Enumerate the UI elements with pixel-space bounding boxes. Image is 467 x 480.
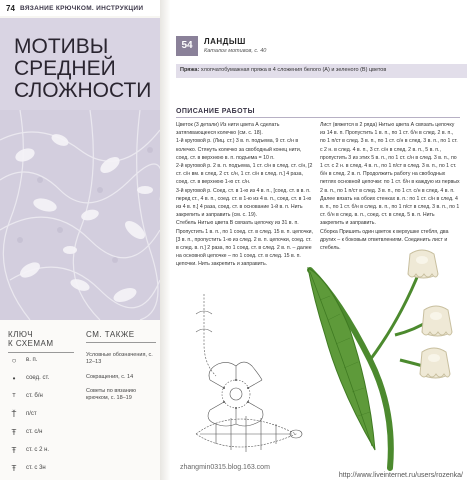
yarn-description: хлопчатобумажная пряжа в 4 сложения белого (А) и зеленого (В) цветов: [200, 67, 387, 73]
legend-title-line: КЛЮЧ: [8, 330, 34, 339]
instruction-paragraph: 2-й круговой р. 2 в. п. подъема, 1 ст. с/н в след. ст. с/н, [2 ст. с/н вм. в след. 2 ст. с/н, 1 ст. с/н в след. п.] 4 раза, соед. ст. в верхнюю 1-ю ст. с/н.: [176, 163, 313, 186]
pattern-header: [176, 36, 467, 62]
legend-title-line: К СХЕМАМ: [8, 339, 54, 348]
instruction-paragraph: Лист (вяжется в 2 ряда) Нитью цвета А связать цепочку из 14 в. п. Пропустить 1 в. п., по 1 ст. б/н в след. 2 в. п., по 1 п/ст в след. 3 в. п., по 1 ст. с/н в след. 3 в. п., по 1 ст. с 2 н. в след. 4 в. п., 3 ст. с/н в след. 2 в. п., 5 в. п., пропустить 3 из этих 5 в. п., по 1 ст. с/н в след. 3 в. п., по 1 ст. с 2 н. в след. 4 в. п., по 1 п/ст в след. 3 в. п., по 1 ст. б/н в след. 2 в. п. Продолжить работу на свободных петлях основной цепочки: по 1 ст. б/н в каждую из первых 2 в. п., по 1 п/ст в след. 3 в. п., по 1 ст. с/н в след. 4 в. п. Далее вязать на обоих стенках в. п.: по 1 ст. с/н в след. 4 в. п., по 1 ст. б/н в след. в. п., по 1 п/ст в след. 3 в. п., по 1 ст. б/н в след. в. п., соед. ст. в след. 5 в. п. Нить закрепить и заправить.: [320, 122, 460, 227]
description-right-column: [320, 121, 460, 252]
see-also-item: Условные обозначения, с. 12–13: [86, 352, 153, 365]
legend-label: ст. б/н: [26, 393, 43, 399]
see-also-item: Сокращения, с. 14: [86, 374, 134, 380]
half-double-symbol-icon: Ť: [11, 410, 17, 419]
section-title-line: СЛОЖНОСТИ: [14, 79, 152, 102]
instruction-paragraph: Сборка Пришить один цветок к верхушке стебля, два других – к боковым ответвлениям. Соединить лист и стебель.: [320, 228, 449, 252]
legend-label: ст. с 3н: [26, 465, 46, 471]
yarn-label: Пряжа:: [180, 67, 200, 73]
see-also-title: СМ. ТАКЖЕ: [86, 330, 135, 339]
legend-panel: [0, 320, 160, 480]
legend-item: [6, 428, 76, 440]
section-title: [14, 36, 151, 102]
legend-item: [6, 410, 76, 422]
description-left-column: [176, 121, 314, 269]
see-also-divider: [86, 342, 156, 343]
chain-symbol-icon: ○: [11, 356, 17, 365]
legend-label: ст. с/н: [26, 429, 43, 435]
instruction-paragraph: 1-й круговой р. (Лиц. ст.) 3 в. п. подъема, 9 ст. с/н в колечко. Стянуть колечко за свободный конец нити, соед. ст. в верхнюю в. п. подъема = 10 п.: [176, 138, 302, 161]
url-watermark: http://www.liveinternet.ru/users/rozenka/: [338, 472, 463, 479]
double-crochet-symbol-icon: Ŧ: [11, 428, 17, 437]
lily-of-the-valley-photo: [300, 240, 467, 472]
section-title-line: МОТИВЫ: [14, 35, 109, 58]
book-gutter: [160, 0, 170, 480]
legend-divider: [8, 352, 74, 353]
section-title-line: СРЕДНЕЙ: [14, 57, 116, 80]
instruction-paragraph: Цветок (3 детали) Из нити цвета А сделать затягивающееся колечко (см. с. 18).: [176, 122, 280, 137]
legend-label: соед. ст.: [26, 375, 50, 381]
page-header: [0, 0, 160, 16]
left-page: [0, 0, 160, 480]
description-title: ОПИСАНИЕ РАБОТЫ: [176, 108, 255, 115]
legend-item: [6, 374, 76, 386]
blog-watermark: zhangmin0315.blog.163.com: [180, 464, 270, 471]
lace-photo: [0, 110, 160, 320]
pattern-name: ЛАНДЫШ: [204, 37, 246, 46]
slip-stitch-symbol-icon: •: [12, 374, 16, 383]
legend-item: [6, 392, 76, 404]
instruction-paragraph: Стебель Нитью цвета В связать цепочку из 31 в. п. Пропустить 1 в. п., по 1 соед. ст. в след. 15 в. п. цепочки, [3 в. п., пропустить 1-ю из след. 2 в. п. цепочки, соед. ст. в след. в. п.] 2 раза, по 1 соед. ст. в след. 2 в. п. – далее на основной цепочке – по 1 соед. ст. в след. 15 в. п. цепочки. Нить закрепить и заправить.: [176, 220, 314, 268]
section-title-block: [0, 18, 160, 110]
see-also-item: Советы по вязанию крючком, с. 18–19: [86, 388, 136, 401]
legend-label: ст. с 2 н.: [26, 447, 50, 453]
pattern-number-badge: 54: [176, 36, 198, 56]
page-number: 74: [6, 4, 15, 13]
legend-label: п/ст: [26, 411, 37, 417]
yarn-text: [180, 67, 386, 73]
chapter-title: ВЯЗАНИЕ КРЮЧКОМ. ИНСТРУКЦИИ: [20, 5, 144, 12]
description-divider: [176, 117, 460, 118]
pattern-catalog-ref: Каталог мотивов, с. 40: [204, 48, 267, 54]
double-treble-symbol-icon: Ŧ: [11, 464, 17, 473]
treble-symbol-icon: Ŧ: [11, 446, 17, 455]
instruction-paragraph: 3-й круговой р. Соед. ст. в 1-ю из 4 в. п., [соед. ст. в в. п. перед ст., 4 в. п., соед. ст. в 1-ю из 4 в. п., соед. ст. в 1-ю из 4 в. п.] 4 раза, соед. ст. в основание 1-й в. п. Нить закрепить и заправить (см. с. 19).: [176, 187, 312, 219]
legend-item: [6, 356, 76, 368]
legend-label: в. п.: [26, 357, 38, 363]
legend-title: [8, 330, 54, 348]
legend-item: [6, 446, 76, 458]
yarn-band: [176, 64, 467, 78]
single-crochet-symbol-icon: ᵀ: [12, 392, 16, 401]
legend-item: [6, 464, 76, 476]
